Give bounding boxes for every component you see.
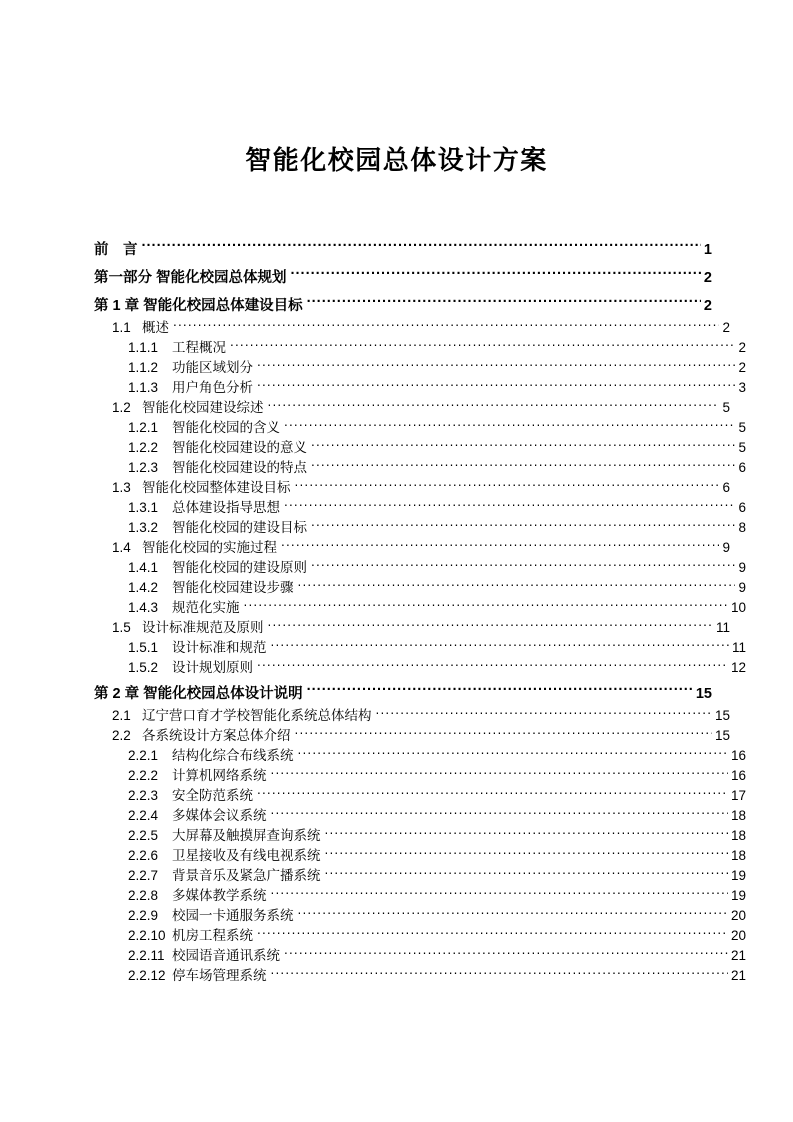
toc-entry-title: 设计标准和规范 — [172, 640, 267, 655]
toc-dot-leader — [173, 319, 719, 333]
toc-entry-number: 2.2.7 — [128, 868, 159, 883]
toc-entry-label — [128, 846, 324, 866]
toc-entry-label — [112, 726, 294, 746]
toc-page-number: 16 — [730, 748, 746, 763]
toc-entry-label — [128, 358, 256, 378]
toc-dot-leader — [311, 519, 735, 533]
toc-entry[interactable] — [128, 518, 746, 538]
toc-page-number: 21 — [730, 948, 746, 963]
toc-entry-number: 1.5 — [112, 620, 131, 635]
toc-entry-label — [94, 266, 290, 290]
toc-dot-leader — [298, 579, 736, 593]
toc-entry-number: 1.2 — [112, 400, 131, 415]
toc-entry[interactable] — [128, 598, 746, 618]
toc-entry[interactable] — [128, 498, 746, 518]
toc-entry-title: 校园语音通讯系统 — [172, 948, 280, 963]
toc-page-number: 2 — [703, 298, 712, 314]
toc-entry-number: 1.4.2 — [128, 580, 159, 595]
toc-dot-leader — [311, 559, 735, 573]
toc-entry-number: 2.2.12 — [128, 968, 166, 983]
toc-entry-title: 结构化综合布线系统 — [172, 748, 294, 763]
toc-entry-label — [128, 518, 310, 538]
toc-entry-title: 概述 — [142, 320, 169, 335]
toc-entry-title: 智能化校园整体建设目标 — [142, 480, 291, 495]
toc-entry-label — [112, 538, 280, 558]
toc-entry-title: 总体建设指导思想 — [172, 500, 280, 515]
toc-dot-leader — [307, 684, 693, 699]
toc-entry-label — [128, 658, 256, 678]
toc-entry[interactable] — [128, 338, 746, 358]
toc-entry-label — [112, 618, 267, 638]
toc-entry-title: 背景音乐及紧急广播系统 — [172, 868, 321, 883]
toc-dot-leader — [284, 499, 735, 513]
toc-entry[interactable] — [128, 866, 746, 886]
toc-page-number: 9 — [738, 560, 746, 575]
toc-entry-title: 功能区域划分 — [172, 360, 253, 375]
toc-dot-leader — [325, 827, 728, 841]
toc-dot-leader — [325, 847, 728, 861]
toc-dot-leader — [284, 947, 728, 961]
toc-dot-leader — [271, 887, 728, 901]
toc-dot-leader — [257, 927, 728, 941]
toc-entry[interactable] — [128, 578, 746, 598]
toc-page-number: 17 — [730, 788, 746, 803]
toc-page-number: 15 — [714, 728, 730, 743]
toc-dot-leader — [271, 807, 728, 821]
toc-entry-label — [128, 418, 283, 438]
toc-entry-title: 智能化校园的含义 — [172, 420, 280, 435]
toc-entry-title: 卫星接收及有线电视系统 — [172, 848, 321, 863]
toc-entry-title: 用户角色分析 — [172, 380, 253, 395]
toc-entry-title: 规范化实施 — [172, 600, 240, 615]
toc-entry[interactable] — [128, 966, 746, 986]
table-of-contents — [94, 238, 746, 986]
toc-dot-leader — [257, 359, 735, 373]
toc-entry[interactable] — [128, 438, 746, 458]
toc-entry-number: 第 1 章 — [94, 298, 140, 314]
toc-page-number: 1 — [703, 242, 712, 258]
toc-entry-number: 2.2.1 — [128, 748, 159, 763]
toc-page-number: 18 — [730, 828, 746, 843]
toc-dot-leader — [257, 379, 735, 393]
toc-dot-leader — [291, 268, 701, 283]
toc-entry-title: 多媒体会议系统 — [172, 808, 267, 823]
toc-entry-title: 停车场管理系统 — [172, 968, 267, 983]
toc-dot-leader — [311, 439, 735, 453]
toc-entry-number: 2.2.5 — [128, 828, 159, 843]
toc-entry[interactable] — [94, 266, 712, 290]
toc-dot-leader — [230, 339, 735, 353]
toc-page-number: 2 — [703, 270, 712, 286]
toc-entry-title: 智能化校园建设步骤 — [172, 580, 294, 595]
toc-entry-number: 2.2 — [112, 728, 131, 743]
toc-entry-label — [128, 558, 310, 578]
toc-dot-leader — [325, 867, 728, 881]
toc-entry-number: 1.4.3 — [128, 600, 159, 615]
toc-page-number: 20 — [730, 928, 746, 943]
toc-entry[interactable] — [112, 398, 730, 418]
toc-entry[interactable] — [128, 786, 746, 806]
toc-entry-number: 1.2.1 — [128, 420, 159, 435]
toc-entry-label — [128, 578, 297, 598]
toc-entry-label — [128, 886, 270, 906]
toc-page-number: 19 — [730, 888, 746, 903]
toc-page-number: 18 — [730, 848, 746, 863]
toc-entry-title: 智能化校园总体设计说明 — [143, 686, 303, 702]
toc-page-number: 9 — [738, 580, 746, 595]
toc-entry[interactable] — [112, 726, 730, 746]
toc-dot-leader — [281, 539, 719, 553]
toc-entry[interactable] — [128, 558, 746, 578]
toc-page-number: 11 — [731, 640, 746, 655]
toc-dot-leader — [307, 296, 701, 311]
toc-entry-number: 1.1 — [112, 320, 131, 335]
toc-entry-number: 1.5.2 — [128, 660, 159, 675]
toc-page-number: 2 — [738, 340, 746, 355]
toc-page-number: 15 — [714, 708, 730, 723]
toc-entry-title: 智能化校园的建设目标 — [172, 520, 307, 535]
toc-entry-title: 前 言 — [94, 242, 138, 258]
toc-entry[interactable] — [94, 294, 712, 318]
toc-entry-number: 第一部分 — [94, 270, 152, 286]
toc-entry-title: 智能化校园建设的意义 — [172, 440, 307, 455]
toc-page-number: 3 — [738, 380, 746, 395]
toc-entry-title: 智能化校园的建设原则 — [172, 560, 307, 575]
toc-entry-title: 设计标准规范及原则 — [142, 620, 264, 635]
toc-entry[interactable] — [128, 946, 746, 966]
toc-entry[interactable] — [128, 886, 746, 906]
toc-page-number: 5 — [722, 400, 730, 415]
toc-page-number: 16 — [730, 768, 746, 783]
toc-entry[interactable] — [128, 418, 746, 438]
toc-entry-number: 1.1.2 — [128, 360, 159, 375]
toc-entry-label — [128, 826, 324, 846]
toc-entry-label — [128, 806, 270, 826]
toc-dot-leader — [298, 747, 728, 761]
toc-entry-number: 1.2.2 — [128, 440, 159, 455]
toc-dot-leader — [271, 639, 729, 653]
toc-entry-title: 智能化校园的实施过程 — [142, 540, 277, 555]
toc-entry-label — [128, 946, 283, 966]
toc-entry-label — [128, 906, 297, 926]
toc-page-number: 5 — [738, 440, 746, 455]
toc-dot-leader — [268, 619, 713, 633]
toc-dot-leader — [257, 659, 728, 673]
toc-entry[interactable] — [128, 906, 746, 926]
toc-entry[interactable] — [112, 538, 730, 558]
toc-entry[interactable] — [94, 238, 712, 262]
toc-page-number: 15 — [695, 686, 712, 702]
toc-dot-leader — [244, 599, 728, 613]
toc-entry-number: 2.2.10 — [128, 928, 166, 943]
toc-entry-title: 安全防范系统 — [172, 788, 253, 803]
toc-dot-leader — [271, 967, 728, 981]
toc-dot-leader — [284, 419, 735, 433]
toc-page-number: 12 — [730, 660, 746, 675]
toc-entry[interactable] — [112, 618, 730, 638]
toc-entry-number: 1.2.3 — [128, 460, 159, 475]
toc-dot-leader — [376, 707, 712, 721]
toc-entry-label — [128, 746, 297, 766]
toc-entry-label — [128, 378, 256, 398]
toc-entry[interactable] — [94, 682, 712, 706]
toc-entry-label — [112, 706, 375, 726]
toc-page-number: 21 — [730, 968, 746, 983]
toc-entry-label — [94, 238, 141, 262]
toc-entry[interactable] — [128, 358, 746, 378]
toc-page-number: 6 — [722, 480, 730, 495]
toc-entry[interactable] — [128, 926, 746, 946]
toc-entry-label — [128, 866, 324, 886]
toc-entry[interactable] — [128, 746, 746, 766]
toc-entry-label — [128, 338, 229, 358]
toc-entry-title: 智能化校园总体建设目标 — [143, 298, 303, 314]
page-title: 智能化校园总体设计方案 — [245, 145, 548, 176]
toc-dot-leader — [295, 727, 712, 741]
toc-entry-number: 1.1.3 — [128, 380, 159, 395]
toc-page-number: 6 — [738, 460, 746, 475]
toc-page-number: 5 — [738, 420, 746, 435]
toc-page-number: 10 — [730, 600, 746, 615]
toc-entry[interactable] — [128, 638, 746, 658]
toc-dot-leader — [257, 787, 728, 801]
toc-page-number: 2 — [722, 320, 730, 335]
toc-entry-title: 设计规划原则 — [172, 660, 253, 675]
toc-entry-title: 大屏幕及触摸屏查询系统 — [172, 828, 321, 843]
toc-entry-number: 2.2.9 — [128, 908, 159, 923]
toc-entry-title: 校园一卡通服务系统 — [172, 908, 294, 923]
toc-entry[interactable] — [128, 766, 746, 786]
toc-page-number: 8 — [738, 520, 746, 535]
toc-entry-label — [128, 766, 270, 786]
toc-entry-title: 辽宁营口育才学校智能化系统总体结构 — [142, 708, 372, 723]
toc-entry[interactable] — [128, 378, 746, 398]
toc-entry-title: 工程概况 — [172, 340, 226, 355]
toc-entry-label — [128, 966, 270, 986]
toc-entry-label — [94, 682, 306, 706]
toc-entry-title: 多媒体教学系统 — [172, 888, 267, 903]
toc-dot-leader — [142, 240, 701, 255]
toc-entry-label — [128, 786, 256, 806]
toc-entry-number: 2.2.4 — [128, 808, 159, 823]
toc-entry-label — [128, 598, 243, 618]
toc-page-number: 6 — [738, 500, 746, 515]
toc-entry[interactable] — [128, 846, 746, 866]
toc-entry-label — [112, 318, 172, 338]
toc-page-number: 20 — [730, 908, 746, 923]
toc-entry-title: 各系统设计方案总体介绍 — [142, 728, 291, 743]
toc-entry[interactable] — [128, 826, 746, 846]
toc-dot-leader — [295, 479, 720, 493]
toc-entry-number: 第 2 章 — [94, 686, 140, 702]
toc-entry-title: 计算机网络系统 — [172, 768, 267, 783]
toc-page-number: 11 — [715, 620, 730, 635]
toc-entry[interactable] — [112, 706, 730, 726]
toc-entry-number: 1.3.1 — [128, 500, 159, 515]
toc-entry-label — [128, 458, 310, 478]
toc-entry-label — [128, 498, 283, 518]
toc-entry-number: 1.5.1 — [128, 640, 159, 655]
toc-entry-number: 2.2.11 — [128, 948, 165, 963]
toc-dot-leader — [268, 399, 720, 413]
toc-entry-label — [128, 638, 270, 658]
toc-page-number: 19 — [730, 868, 746, 883]
toc-entry-number: 2.2.6 — [128, 848, 159, 863]
toc-entry-number: 1.3.2 — [128, 520, 159, 535]
toc-entry-number: 1.1.1 — [128, 340, 159, 355]
toc-entry[interactable] — [128, 458, 746, 478]
toc-entry-label — [128, 438, 310, 458]
toc-entry-label — [112, 398, 267, 418]
toc-entry-title: 智能化校园建设综述 — [142, 400, 264, 415]
toc-entry-label — [94, 294, 306, 318]
toc-dot-leader — [271, 767, 728, 781]
toc-entry-title: 机房工程系统 — [172, 928, 253, 943]
toc-page-number: 2 — [738, 360, 746, 375]
toc-entry[interactable] — [128, 806, 746, 826]
toc-dot-leader — [311, 459, 735, 473]
toc-entry[interactable] — [112, 478, 730, 498]
toc-page-number: 18 — [730, 808, 746, 823]
toc-entry-label — [112, 478, 294, 498]
toc-entry[interactable] — [128, 658, 746, 678]
toc-entry-number: 2.2.3 — [128, 788, 159, 803]
toc-entry-number: 2.2.8 — [128, 888, 159, 903]
toc-entry-label — [128, 926, 256, 946]
toc-entry-title: 智能化校园建设的特点 — [172, 460, 307, 475]
toc-entry-number: 2.1 — [112, 708, 131, 723]
toc-entry-number: 1.4 — [112, 540, 131, 555]
toc-entry-number: 1.3 — [112, 480, 131, 495]
toc-entry[interactable] — [112, 318, 730, 338]
toc-dot-leader — [298, 907, 728, 921]
toc-page-number: 9 — [722, 540, 730, 555]
toc-entry-title: 智能化校园总体规划 — [156, 270, 287, 286]
toc-entry-number: 2.2.2 — [128, 768, 159, 783]
toc-entry-number: 1.4.1 — [128, 560, 159, 575]
